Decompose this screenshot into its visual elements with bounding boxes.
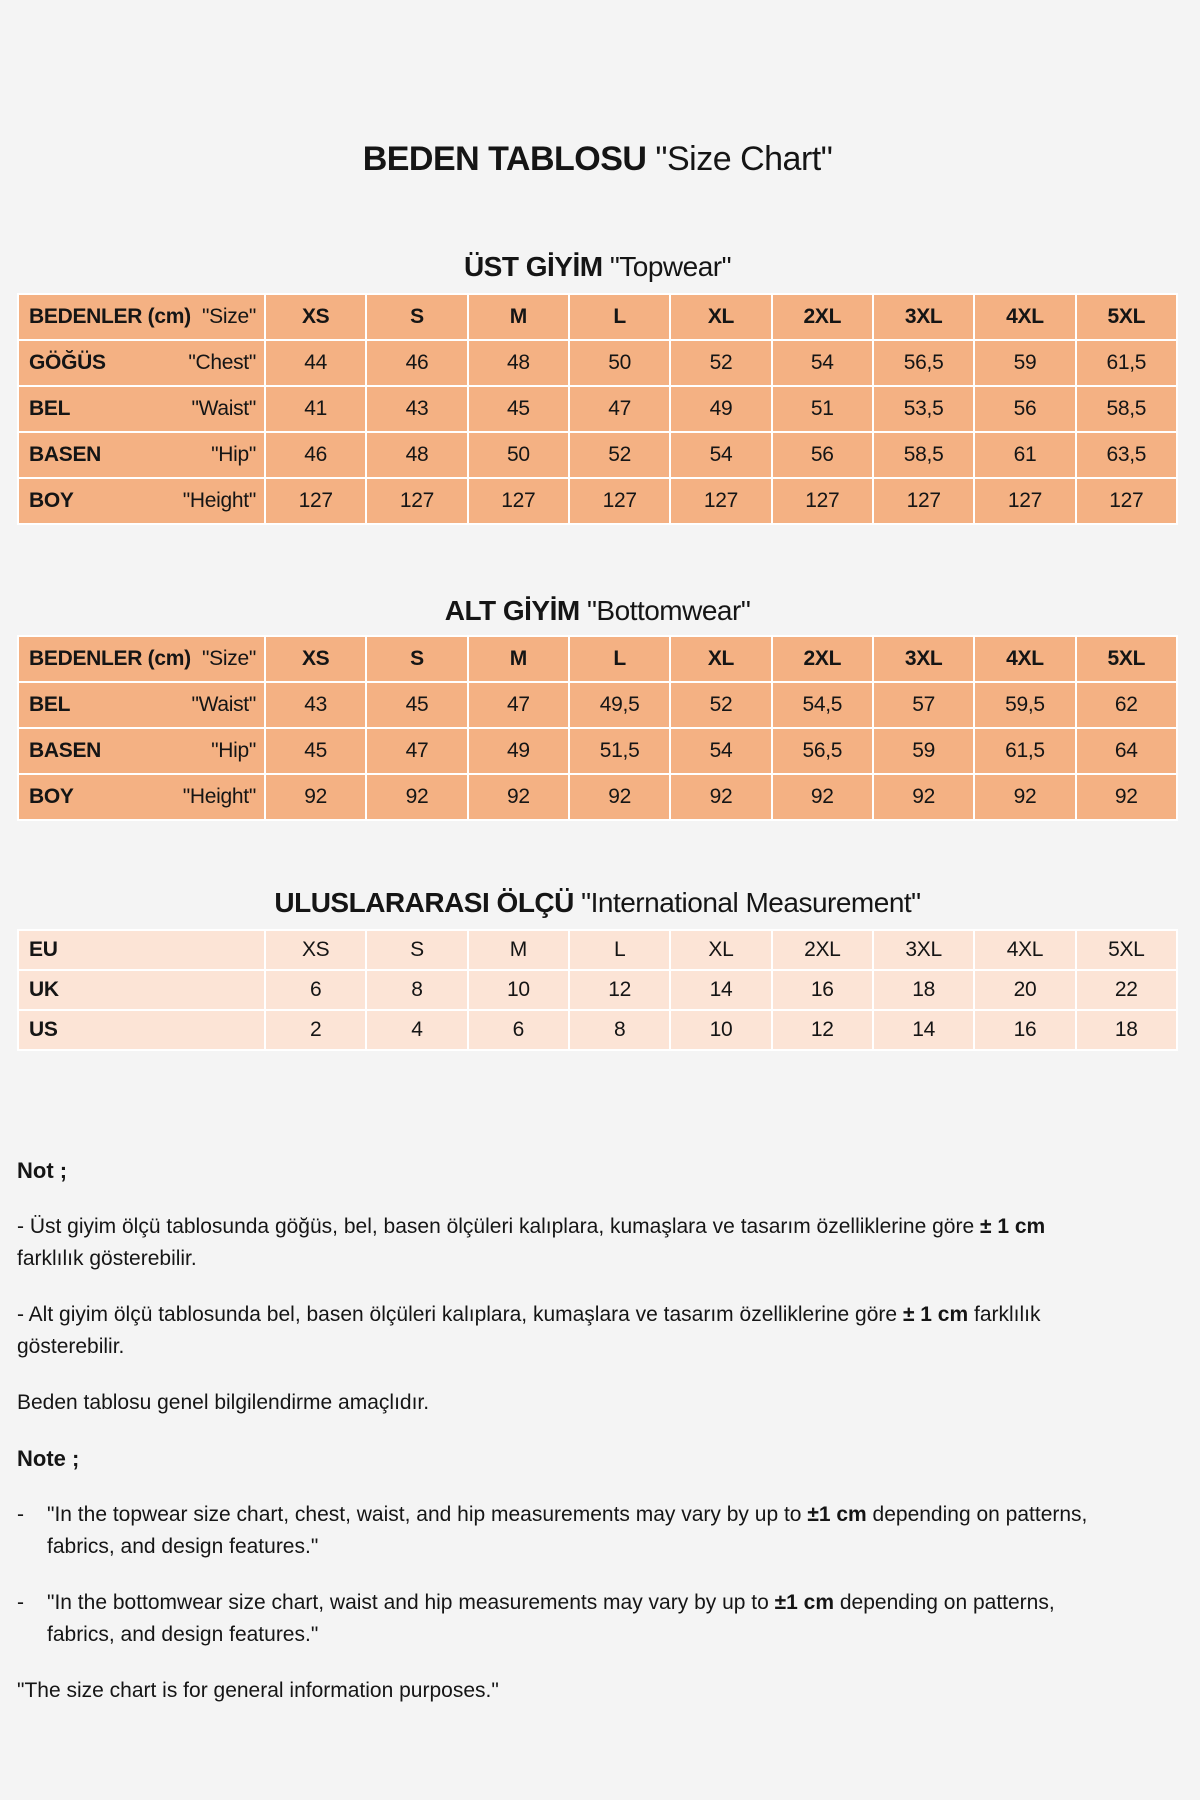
row-label-pair (29, 305, 256, 329)
bottomwear-section-title (17, 595, 1178, 627)
row-label-cell (18, 970, 265, 1010)
table-row (18, 682, 1177, 728)
size-value-cell: 127 (1076, 478, 1177, 524)
row-label-cell (18, 1010, 265, 1050)
size-value-cell: 92 (772, 774, 873, 820)
topwear-section-title (17, 251, 1178, 283)
note-bold-tolerance: ± 1 cm (979, 1215, 1046, 1238)
row-label-tr: EU (29, 938, 58, 961)
size-value-cell: 47 (366, 728, 467, 774)
topwear-title-en: "Topwear" (609, 251, 732, 282)
row-label-tr: GÖĞÜS (29, 351, 106, 374)
size-value-cell: 52 (670, 340, 771, 386)
size-value-cell: 52 (569, 432, 670, 478)
size-value-cell: 56,5 (772, 728, 873, 774)
row-label-pair (29, 938, 256, 962)
note-text: farklılık gösterebilir. (17, 1303, 1041, 1358)
note-en-footer: "The size chart is for general information purposes." (17, 1679, 499, 1702)
size-value-cell: 46 (265, 432, 366, 478)
bottomwear-table (17, 635, 1178, 821)
size-value-cell: XL (670, 930, 771, 970)
row-label-cell (18, 294, 265, 340)
row-label-cell (18, 340, 265, 386)
bullet-dash: - (17, 1591, 24, 1614)
row-label-en: "Height" (182, 785, 256, 808)
size-value-cell: 92 (569, 774, 670, 820)
note-text: depending on patterns, fabrics, and design features." (47, 1591, 1055, 1646)
size-value-cell: L (569, 930, 670, 970)
note-tr-topwear (17, 1211, 1097, 1275)
size-value-cell: 92 (670, 774, 771, 820)
row-label-cell (18, 432, 265, 478)
size-value-cell: 2 (265, 1010, 366, 1050)
size-value-cell: 54 (670, 728, 771, 774)
international-title-en: "International Measurement" (581, 887, 921, 918)
size-value-cell: 20 (974, 970, 1075, 1010)
size-value-cell: 61 (974, 432, 1075, 478)
size-value-cell: 14 (670, 970, 771, 1010)
size-value-cell: 52 (670, 682, 771, 728)
size-value-cell: 53,5 (873, 386, 974, 432)
row-label-tr: BASEN (29, 443, 102, 466)
note-bold-tolerance: ±1 cm (774, 1591, 835, 1614)
row-label-en: "Height" (182, 489, 256, 512)
size-value-cell: 49 (670, 386, 771, 432)
size-value-cell: 92 (265, 774, 366, 820)
size-value-cell: 45 (265, 728, 366, 774)
size-value-cell: 64 (1076, 728, 1177, 774)
size-column-header: 2XL (772, 636, 873, 682)
size-value-cell: 43 (366, 386, 467, 432)
row-label-en: "Size" (202, 305, 256, 328)
size-value-cell: 45 (468, 386, 569, 432)
size-value-cell: 41 (265, 386, 366, 432)
size-value-cell: 49,5 (569, 682, 670, 728)
note-text: "In the topwear size chart, chest, waist, and hip measurements may vary by up to (47, 1503, 808, 1526)
note-text: - Üst giyim ölçü tablosunda göğüs, bel, basen ölçüleri kalıplara, kumaşlara ve tasarım özelliklerine göre (17, 1215, 980, 1238)
table-row (18, 432, 1177, 478)
size-value-cell: M (468, 930, 569, 970)
note-text: depending on patterns, fabrics, and design features." (47, 1503, 1088, 1558)
row-label-en: "Waist" (191, 693, 256, 716)
size-value-cell: 45 (366, 682, 467, 728)
page-title (17, 140, 1178, 179)
row-label-cell (18, 682, 265, 728)
row-label-cell (18, 636, 265, 682)
size-value-cell: 54 (772, 340, 873, 386)
size-value-cell: 127 (772, 478, 873, 524)
note-bold-tolerance: ± 1 cm (902, 1303, 969, 1326)
size-value-cell: 59,5 (974, 682, 1075, 728)
size-value-cell: 56 (772, 432, 873, 478)
size-value-cell: 127 (569, 478, 670, 524)
row-label-tr: BEDENLER (cm) (29, 647, 191, 670)
row-label-cell (18, 774, 265, 820)
bullet-text (47, 1587, 1097, 1651)
bottomwear-title-en: "Bottomwear" (586, 595, 751, 626)
header-row (18, 636, 1177, 682)
size-value-cell: 50 (569, 340, 670, 386)
row-label-tr: BOY (29, 489, 74, 512)
row-label-en: "Size" (202, 647, 256, 670)
size-value-cell: 127 (974, 478, 1075, 524)
row-label-en: "Hip" (211, 739, 256, 762)
note-text: "In the bottomwear size chart, waist and hip measurements may vary by up to (47, 1591, 775, 1614)
size-value-cell: 92 (974, 774, 1075, 820)
size-value-cell: 58,5 (1076, 386, 1177, 432)
size-value-cell: 127 (873, 478, 974, 524)
size-column-header: 3XL (873, 636, 974, 682)
size-column-header: 5XL (1076, 636, 1177, 682)
size-value-cell: 92 (366, 774, 467, 820)
size-value-cell: 18 (873, 970, 974, 1010)
row-label-tr: BASEN (29, 739, 102, 762)
row-label-pair (29, 647, 256, 671)
size-value-cell: 56 (974, 386, 1075, 432)
bullet-dash: - (17, 1503, 24, 1526)
row-label-pair (29, 489, 256, 513)
size-column-header: 3XL (873, 294, 974, 340)
size-value-cell: 51,5 (569, 728, 670, 774)
size-value-cell: 127 (468, 478, 569, 524)
bottomwear-title-tr: ALT GİYİM (444, 595, 580, 626)
note-tr-footer: Beden tablosu genel bilgilendirme amaçlıdır. (17, 1391, 430, 1414)
size-value-cell: 6 (468, 1010, 569, 1050)
note-en-topwear (17, 1499, 1123, 1563)
row-label-pair (29, 351, 256, 375)
size-value-cell: 58,5 (873, 432, 974, 478)
size-column-header: 5XL (1076, 294, 1177, 340)
table-row (18, 774, 1177, 820)
note-text: farklılık gösterebilir. (17, 1247, 197, 1270)
row-label-en: "Hip" (211, 443, 256, 466)
row-label-pair (29, 443, 256, 467)
topwear-table (17, 293, 1178, 525)
row-label-tr: BEDENLER (cm) (29, 305, 191, 328)
size-value-cell: 54 (670, 432, 771, 478)
row-label-cell (18, 728, 265, 774)
size-value-cell: 127 (670, 478, 771, 524)
size-value-cell: 16 (974, 1010, 1075, 1050)
size-value-cell: 16 (772, 970, 873, 1010)
international-title-tr: ULUSLARARASI ÖLÇÜ (274, 887, 574, 918)
row-label-en: "Chest" (188, 351, 256, 374)
size-value-cell: 49 (468, 728, 569, 774)
table-row (18, 1010, 1177, 1050)
size-value-cell: 5XL (1076, 930, 1177, 970)
table-row (18, 478, 1177, 524)
page-title-main: BEDEN TABLOSU (362, 140, 647, 178)
table-row (18, 386, 1177, 432)
size-value-cell: 92 (1076, 774, 1177, 820)
note-bold-tolerance: ±1 cm (807, 1503, 867, 1526)
size-value-cell: 4 (366, 1010, 467, 1050)
page-title-sub: "Size Chart" (655, 140, 833, 178)
note-heading-en: Note ; (17, 1446, 80, 1471)
size-value-cell: 54,5 (772, 682, 873, 728)
size-column-header: XS (265, 636, 366, 682)
size-value-cell: 14 (873, 1010, 974, 1050)
row-label-pair (29, 978, 256, 1002)
row-label-tr: US (29, 1018, 58, 1041)
size-value-cell: 92 (873, 774, 974, 820)
size-value-cell: 8 (569, 1010, 670, 1050)
size-column-header: XS (265, 294, 366, 340)
size-value-cell: 12 (569, 970, 670, 1010)
row-label-pair (29, 397, 256, 421)
row-label-tr: BEL (29, 397, 71, 420)
size-column-header: 4XL (974, 636, 1075, 682)
size-value-cell: 4XL (974, 930, 1075, 970)
size-value-cell: 44 (265, 340, 366, 386)
row-label-pair (29, 693, 256, 717)
notes-section (17, 1155, 1178, 1707)
size-value-cell: 127 (265, 478, 366, 524)
table-row (18, 728, 1177, 774)
size-value-cell: 6 (265, 970, 366, 1010)
size-column-header: M (468, 636, 569, 682)
size-value-cell: 48 (366, 432, 467, 478)
size-value-cell: 8 (366, 970, 467, 1010)
size-value-cell: 46 (366, 340, 467, 386)
size-value-cell: 59 (873, 728, 974, 774)
size-value-cell: 47 (569, 386, 670, 432)
size-value-cell: 48 (468, 340, 569, 386)
size-value-cell: 62 (1076, 682, 1177, 728)
row-label-cell (18, 930, 265, 970)
row-label-en: "Waist" (191, 397, 256, 420)
row-label-cell (18, 478, 265, 524)
size-value-cell: 57 (873, 682, 974, 728)
row-label-cell (18, 386, 265, 432)
note-text: - Alt giyim ölçü tablosunda bel, basen ölçüleri kalıplara, kumaşlara ve tasarım özelliklerine göre (17, 1303, 903, 1326)
size-value-cell: 61,5 (1076, 340, 1177, 386)
size-value-cell: 43 (265, 682, 366, 728)
size-value-cell: 51 (772, 386, 873, 432)
row-label-tr: BOY (29, 785, 74, 808)
size-value-cell: S (366, 930, 467, 970)
size-column-header: L (569, 636, 670, 682)
size-value-cell: 10 (468, 970, 569, 1010)
table-row (18, 930, 1177, 970)
row-label-pair (29, 785, 256, 809)
topwear-title-tr: ÜST GİYİM (463, 251, 603, 282)
size-column-header: S (366, 294, 467, 340)
size-value-cell: 63,5 (1076, 432, 1177, 478)
row-label-tr: BEL (29, 693, 71, 716)
note-heading-tr: Not ; (17, 1158, 68, 1183)
table-row (18, 970, 1177, 1010)
size-column-header: S (366, 636, 467, 682)
row-label-pair (29, 1018, 256, 1042)
size-value-cell: 22 (1076, 970, 1177, 1010)
size-column-header: XL (670, 636, 771, 682)
size-value-cell: 127 (366, 478, 467, 524)
size-value-cell: 12 (772, 1010, 873, 1050)
international-table (17, 929, 1178, 1051)
size-value-cell: 50 (468, 432, 569, 478)
size-column-header: L (569, 294, 670, 340)
header-row (18, 294, 1177, 340)
note-en-bottomwear (17, 1587, 1123, 1651)
size-value-cell: XS (265, 930, 366, 970)
bullet-text (47, 1499, 1097, 1563)
row-label-tr: UK (29, 978, 59, 1001)
size-value-cell: 47 (468, 682, 569, 728)
size-value-cell: 10 (670, 1010, 771, 1050)
size-column-header: 4XL (974, 294, 1075, 340)
size-value-cell: 2XL (772, 930, 873, 970)
note-tr-bottomwear (17, 1299, 1097, 1363)
size-value-cell: 18 (1076, 1010, 1177, 1050)
size-value-cell: 3XL (873, 930, 974, 970)
size-value-cell: 92 (468, 774, 569, 820)
size-column-header: 2XL (772, 294, 873, 340)
row-label-pair (29, 739, 256, 763)
size-column-header: M (468, 294, 569, 340)
size-value-cell: 59 (974, 340, 1075, 386)
size-value-cell: 61,5 (974, 728, 1075, 774)
size-value-cell: 56,5 (873, 340, 974, 386)
size-column-header: XL (670, 294, 771, 340)
international-section-title (17, 887, 1178, 919)
table-row (18, 340, 1177, 386)
